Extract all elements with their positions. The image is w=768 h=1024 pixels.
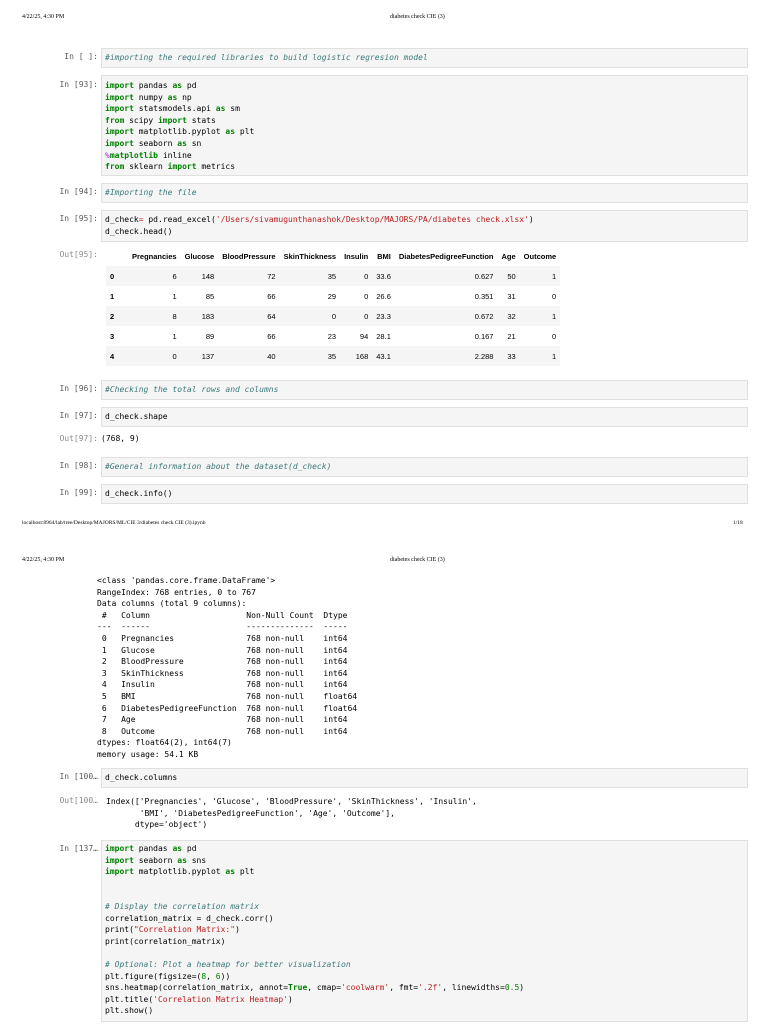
- column-header: BloodPressure: [222, 251, 276, 261]
- table-cell: 29: [327, 291, 337, 301]
- table-cell: 23: [327, 331, 337, 341]
- cell-prompt: In [137…: [59, 844, 98, 853]
- code-editor[interactable]: [101, 48, 748, 68]
- table-cell: 6: [128, 266, 181, 286]
- table-cell: 1: [520, 346, 561, 366]
- code-editor[interactable]: import pandas as pd import numpy as np import statsmodels.api as sm from scipy import stats import matplotlib.pyplot as plt import seaborn as sn %matplotlib inline from sklearn import metrics: [101, 75, 748, 176]
- code-editor[interactable]: [101, 380, 748, 400]
- row-index: 0: [106, 266, 128, 286]
- table-cell: 0.167: [474, 331, 494, 341]
- table-cell: 72: [218, 266, 279, 286]
- table-cell: 21: [507, 331, 516, 341]
- code-cell-comment-rows[interactable]: [48, 380, 748, 400]
- code-editor[interactable]: [101, 407, 748, 427]
- table-cell: 66: [267, 291, 276, 301]
- column-header: Pregnancies: [132, 251, 177, 261]
- table-row: [106, 286, 560, 306]
- code-cell-imports[interactable]: [48, 75, 748, 175]
- output-head-table: [48, 246, 748, 368]
- table-cell: 0: [128, 346, 181, 366]
- column-header: Outcome: [523, 251, 557, 261]
- table-cell: 32: [497, 306, 519, 326]
- table-cell: 137: [181, 346, 219, 366]
- row-index: 2: [106, 306, 128, 326]
- table-cell: 64: [218, 306, 279, 326]
- cell-prompt: Out[95]:: [59, 250, 98, 259]
- table-cell: 0: [340, 306, 372, 326]
- cell-prompt: In [93]:: [59, 80, 98, 89]
- code-cell-info[interactable]: [48, 484, 748, 504]
- row-index: 4: [106, 346, 128, 366]
- code-editor[interactable]: d_check.info(): [101, 484, 748, 504]
- column-header: Age: [501, 251, 516, 261]
- info-output-text: <class 'pandas.core.frame.DataFrame'> RangeIndex: 768 entries, 0 to 767 Data columns (total 9 columns): # Column Non-Null Count Dtype --- ------ -------------- ----- 0 Pregnancies 768 non-null int64 1 Glucose 768 non-null int64 2 BloodPressure 768 non-null int64 3 SkinThickness 768 non-null int64 4 Insulin 768 non-null int64 5 BMI 768 non-null float64 6 DiabetesPedigreeFunction 768 non-null float64 7 Age 768 non-null int64 8 Outcome 768 non-null int64 dtypes: float64(2), int64(7) memory usage: 54.1 KB: [97, 576, 358, 759]
- column-header: DiabetesPedigreeFunction: [398, 251, 494, 261]
- code-comment: #importing the required libraries to build logistic regresion model: [105, 53, 428, 62]
- footer-url: localhost:8964/lab/tree/Desktop/MAJORS/ML/CIE 3/diabetes check CIE (3).ipynb: [22, 520, 206, 526]
- table-cell: 23.3: [372, 306, 395, 326]
- table-cell: 0: [364, 291, 369, 301]
- cell-prompt: In [97]:: [59, 411, 98, 420]
- table-cell: 35: [280, 346, 341, 366]
- code-editor[interactable]: d_check= pd.read_excel('/Users/sivamugunthanashok/Desktop/MAJORS/PA/diabetes check.xlsx') d_check.head(): [101, 210, 748, 242]
- table-row: [106, 346, 560, 366]
- code-cell-shape[interactable]: [48, 407, 748, 427]
- table-cell: 1: [172, 331, 177, 341]
- cell-prompt: In [95]:: [59, 214, 98, 223]
- cell-prompt: In [94]:: [59, 187, 98, 196]
- cell-prompt: In [100…: [59, 772, 98, 781]
- code-editor[interactable]: [101, 183, 748, 203]
- table-cell: 33: [497, 346, 519, 366]
- code-comment: #Importing the file: [105, 188, 197, 197]
- table-header-row: [106, 246, 560, 266]
- code-comment: #General information about the dataset(d_check): [105, 462, 332, 471]
- code-cell-read-excel[interactable]: [48, 210, 748, 242]
- table-cell: 0.672: [395, 306, 498, 326]
- table-cell: 168: [340, 346, 372, 366]
- table-cell: 40: [218, 346, 279, 366]
- row-index: 1: [110, 291, 115, 301]
- header-date: 4/22/25, 4:30 PM: [22, 14, 65, 20]
- output-columns: [48, 796, 748, 834]
- table-cell: 33.6: [372, 266, 395, 286]
- table-cell: 1: [520, 266, 561, 286]
- table-row: [106, 266, 560, 286]
- table-cell: 50: [497, 266, 519, 286]
- code-text: d_check.columns: [105, 773, 178, 782]
- table-cell: 0.351: [474, 291, 494, 301]
- column-header: Glucose: [184, 251, 215, 261]
- code-cell-comment-info[interactable]: [48, 457, 748, 477]
- table-cell: 148: [181, 266, 219, 286]
- table-cell: 26.6: [376, 291, 391, 301]
- table-cell: 89: [205, 331, 215, 341]
- page-header: [0, 14, 768, 28]
- code-cell-columns[interactable]: [48, 768, 748, 788]
- table-cell: 31: [507, 291, 516, 301]
- code-editor[interactable]: [101, 768, 748, 788]
- table-cell: 35: [280, 266, 341, 286]
- cell-prompt: Out[100…: [59, 796, 98, 805]
- cell-prompt: In [96]:: [59, 384, 98, 393]
- dataframe-table: [106, 246, 560, 366]
- column-header: Insulin: [344, 251, 369, 261]
- output-shape: [48, 432, 748, 448]
- table-cell: 85: [205, 291, 215, 301]
- table-cell: 1: [520, 306, 561, 326]
- table-cell: 0: [340, 266, 372, 286]
- code-editor[interactable]: import pandas as pd import seaborn as sns import matplotlib.pyplot as plt # Display the correlation matrix correlation_matrix = d_check.corr() print("Correlation Matrix:") print(correlation_matrix) # Optional: Plot a heatmap for better visualization plt.figure(figsize=(8, 6)) sns.heatmap(correlation_matrix, annot=True, cmap='coolwarm', fmt='.2f', linewidths=0.5) plt.title('Correlation Matrix Heatmap') plt.show(): [101, 840, 748, 1022]
- table-cell: 0: [280, 306, 341, 326]
- table-cell: 0: [552, 291, 557, 301]
- page-header-2: [0, 557, 768, 571]
- header-title: diabetes check CIE (3): [390, 14, 445, 20]
- cell-prompt: Out[97]:: [59, 434, 98, 443]
- table-cell: 0: [552, 331, 557, 341]
- code-text: d_check.shape: [105, 412, 168, 421]
- cell-prompt: In [ ]:: [64, 52, 98, 61]
- table-cell: 183: [181, 306, 219, 326]
- cell-prompt: In [99]:: [59, 488, 98, 497]
- excel-path-string: '/Users/sivamugunthanashok/Desktop/MAJORS/PA/diabetes check.xlsx': [215, 215, 529, 224]
- table-cell: 8: [128, 306, 181, 326]
- table-cell: 2.288: [395, 346, 498, 366]
- table-row: [106, 306, 560, 326]
- output-text: (768, 9): [101, 434, 140, 443]
- table-cell: 94: [359, 331, 369, 341]
- cell-prompt: In [98]:: [59, 461, 98, 470]
- output-info: [48, 575, 748, 765]
- table-cell: 66: [267, 331, 276, 341]
- columns-output-text: Index(['Pregnancies', 'Glucose', 'BloodPressure', 'SkinThickness', 'Insulin', 'BMI', 'DiabetesPedigreeFunction', 'Age', 'Outcome'], dtype='object'): [106, 797, 477, 830]
- row-index: 3: [110, 331, 115, 341]
- table-cell: 43.1: [372, 346, 395, 366]
- column-header: [106, 246, 128, 266]
- header-title: diabetes check CIE (3): [390, 557, 445, 563]
- code-cell-heatmap[interactable]: [48, 840, 748, 1020]
- code-cell-comment-import[interactable]: [48, 48, 748, 68]
- header-date: 4/22/25, 4:30 PM: [22, 557, 65, 563]
- code-comment: #Checking the total rows and columns: [105, 385, 279, 394]
- footer-page-number: 1/18: [733, 520, 743, 526]
- code-editor[interactable]: [101, 457, 748, 477]
- code-cell-comment-file[interactable]: [48, 183, 748, 203]
- table-cell: 0.627: [395, 266, 498, 286]
- column-header: BMI: [377, 251, 391, 261]
- table-cell: 1: [172, 291, 177, 301]
- table-row: [106, 326, 560, 346]
- table-cell: 28.1: [376, 331, 391, 341]
- column-header: SkinThickness: [283, 251, 337, 261]
